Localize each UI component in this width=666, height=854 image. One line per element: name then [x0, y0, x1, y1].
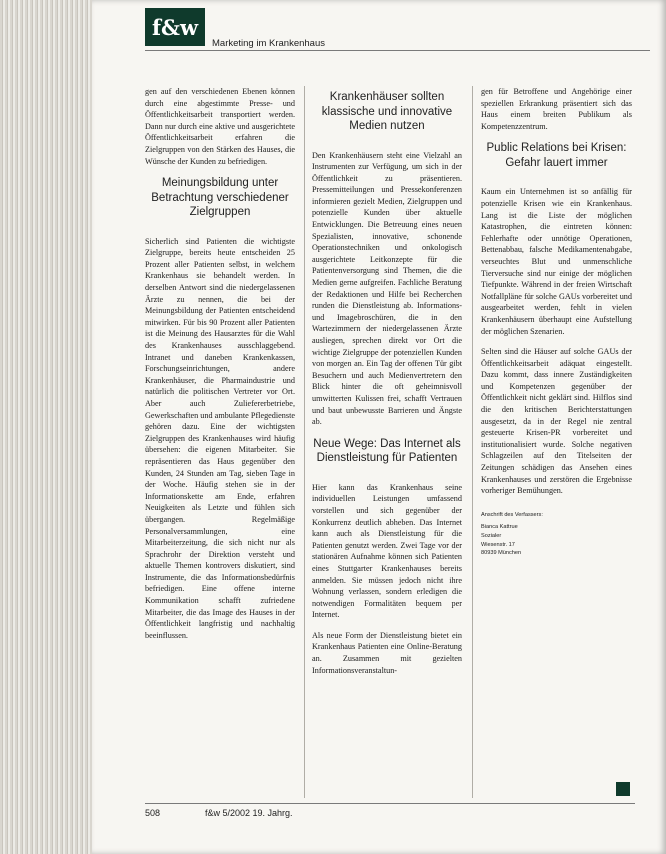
- paragraph: gen für Betroffene und Angehörige einer speziellen Erkrankung präsentiert sich das Haus einem breiten Publikum als Kompetenzzentrum.: [481, 87, 632, 131]
- column-2: [312, 86, 462, 685]
- author-address-line: 80939 München: [481, 550, 522, 557]
- section-marker: [616, 782, 630, 796]
- journal-logo: f&w: [145, 8, 205, 46]
- section-heading: Krankenhäuser sollten klassische und innovative Medien nutzen: [321, 91, 453, 132]
- column-3: [481, 86, 632, 558]
- header-rule: [145, 50, 650, 51]
- author-label: Anschrift des Verfassers:: [481, 511, 543, 518]
- paragraph: Hier kann das Krankenhaus seine individuellen Leistungen umfassend vorstellen und sich gegenüber der Konkurrenz deutlich abheben. Das Internet kann auch als Dienstleistung für die Patienten genutzt werden. Zwei Tage vor der stationären Aufnahme können sich Patienten eines Stuttgarter Krankenhauses bereits anmelden. Sie müssen jedoch nicht ihre Wohnung verlassen, sondern erledigen die notwendigen Formalitäten bequem per Internet.: [312, 482, 462, 620]
- paragraph: Als neue Form der Dienstleistung bietet ein Krankenhaus Patienten eine Online-Beratung an. Zusammen mit gezielten Informationsveranstaltun-: [312, 630, 462, 675]
- paragraph: Kaum ein Unternehmen ist so anfällig für potenzielle Krisen wie ein Krankenhaus. Lang ist die Liste der möglichen Katastrophen, die eintreten können: Fehlerhafte oder unnötige Operationen, Bettenabbau, falsche Medikamentenabgabe, verseuchtes Blut und unmenschliche Tierversuche sind nur einige der möglichen Tiefpunkte. Während in der freien Wirtschaft Notfallpläne für solche GAUs vorbereitet und ausgearbeitet werden, fehlt in vielen Krankenhäusern überhaupt eine Aufstellung der möglichen Szenarien.: [481, 187, 632, 336]
- author-address: [481, 511, 632, 558]
- paragraph: gen auf den verschiedenen Ebenen können durch eine abgestimmte Presse- und Öffentlichkeitsarbeit transportiert werden. Dann nur durch eine aktive und ausgerichtete Öffentlichkeitsarbeit erfahren die Zielgruppen von den Stärken des Hauses, die Wünsche der Kunden zu befriedigen.: [145, 87, 295, 166]
- column-1: [145, 86, 295, 650]
- paragraph: Selten sind die Häuser auf solche GAUs der Öffentlichkeitsarbeit adäquat eingestellt. Dazu kommt, dass innere Zuständigkeiten und Kompetenzen gegenüber der Öffentlichkeit nicht geklärt sind. Hilflos sind die den kritischen Berichterstattungen ausgesetzt, da in der Regel nie zentral gesteuerte Krisen-PR vorbereitet und institutionalisiert wurde. Solche negativen Schlagzeilen auf den Titelseiten der Zeitungen schädigen das Ansehen eines Krankenhauses und zerstören die Ergebnisse vorheriger Bemühungen.: [481, 347, 632, 496]
- author-name: Bianca Kattrue: [481, 524, 518, 531]
- section-heading: Meinungsbildung unter Betrachtung verschiedener Zielgruppen: [151, 177, 289, 219]
- page-number: 508: [145, 808, 161, 818]
- paragraph: Den Krankenhäusern steht eine Vielzahl an Instrumenten zur Verfügung, um sich in der Öffentlichkeit zu präsentieren. Pressemitteilungen und Pressekonferenzen informieren gezielt Medien, Zielgruppen und potenzielle Kunden über aktuelle Entwicklungen. Die Betreuung eines neuen Spezialisten, innovative, schonende Operationstechniken und onkologisch ausgerichtete Leitkonzepte für die Patientenversorgung sind Themen, die die Medien gerne aufgreifen. Fachliche Beratung der Redaktionen und Hilfe bei Recherchen runden die Dienstleistung ab. Informations- und Imagebroschüren, die in den Wartezimmern der niedergelassenen Ärzte ausliegen, sprechen direkt vor Ort die wichtige Zielgruppe der potenziellen Kunden von morgen an. Ein Tag der offenen Tür gibt Besuchern und auch Medienvertretern den Blick hinter die oft geheimnisvoll umwitterten Kulissen frei, schafft Vertrauen und baut unbewusste Barrieren und Ängste ab.: [312, 150, 462, 427]
- author-address-line: Wiesenstr. 17: [481, 541, 515, 548]
- paragraph: Sicherlich sind Patienten die wichtigste Zielgruppe, bereits heute entscheiden 25 Prozent aller Patienten selbst, in welchem Krankenhaus sie behandelt werden. In derselben Antwort sind die niedergelassenen Ärzte zu nennen, die bei der Meinungsbildung der Patienten entscheidend mitwirken. Für bis 90 Prozent aller Patienten ist die Meinung des Hausarztes für die Wahl des Krankenhauses ausschlaggebend. Intranet und daneben Krankenkassen, Forschungseinrichtungen, andere Krankenhäuser, die Pharmaindustrie und natürlich die politischen Vertreter vor Ort. Aber auch Zuliefererbetriebe, Gewerkschaften und ambulante Pflegedienste gehören dazu. Eine der wichtigsten Zielgruppen des Krankenhauses wird häufig übersehen: die eigenen Mitarbeiter. Sie repräsentieren das Haus gegenüber den Kunden, 24 Stunden am Tag, sieben Tage in der Woche. Häufig stehen sie in der Informationskette am Ende, erfahren Neuigkeiten als Letzte und fühlen sich übergangen. Regelmäßige Personalversammlungen, eine Mitarbeiterzeitung, die sich nicht nur als Sprachrohr der Direktion versteht und aktuelle Themen kontrovers diskutiert, sind Instrumente, die das Informationsbedürfnis befriedigen. Eine offene interne Kommunikation schafft zufriedene Mitarbeiter, die das Image des Hauses in der Öffentlichkeit langfristig und nachhaltig beeinflussen.: [145, 236, 295, 640]
- book-page-edges: [0, 0, 92, 854]
- section-heading: Public Relations bei Krisen: Gefahr lauert immer: [486, 142, 627, 169]
- column-rule: [472, 86, 473, 798]
- running-head: Marketing im Krankenhaus: [212, 38, 325, 49]
- journal-issue: f&w 5/2002 19. Jahrg.: [205, 808, 293, 818]
- section-heading: Neue Wege: Das Internet als Dienstleistung für Patienten: [313, 437, 461, 465]
- column-rule: [304, 86, 305, 798]
- footer-rule: [145, 803, 635, 804]
- author-address-line: Sozialer: [481, 533, 502, 539]
